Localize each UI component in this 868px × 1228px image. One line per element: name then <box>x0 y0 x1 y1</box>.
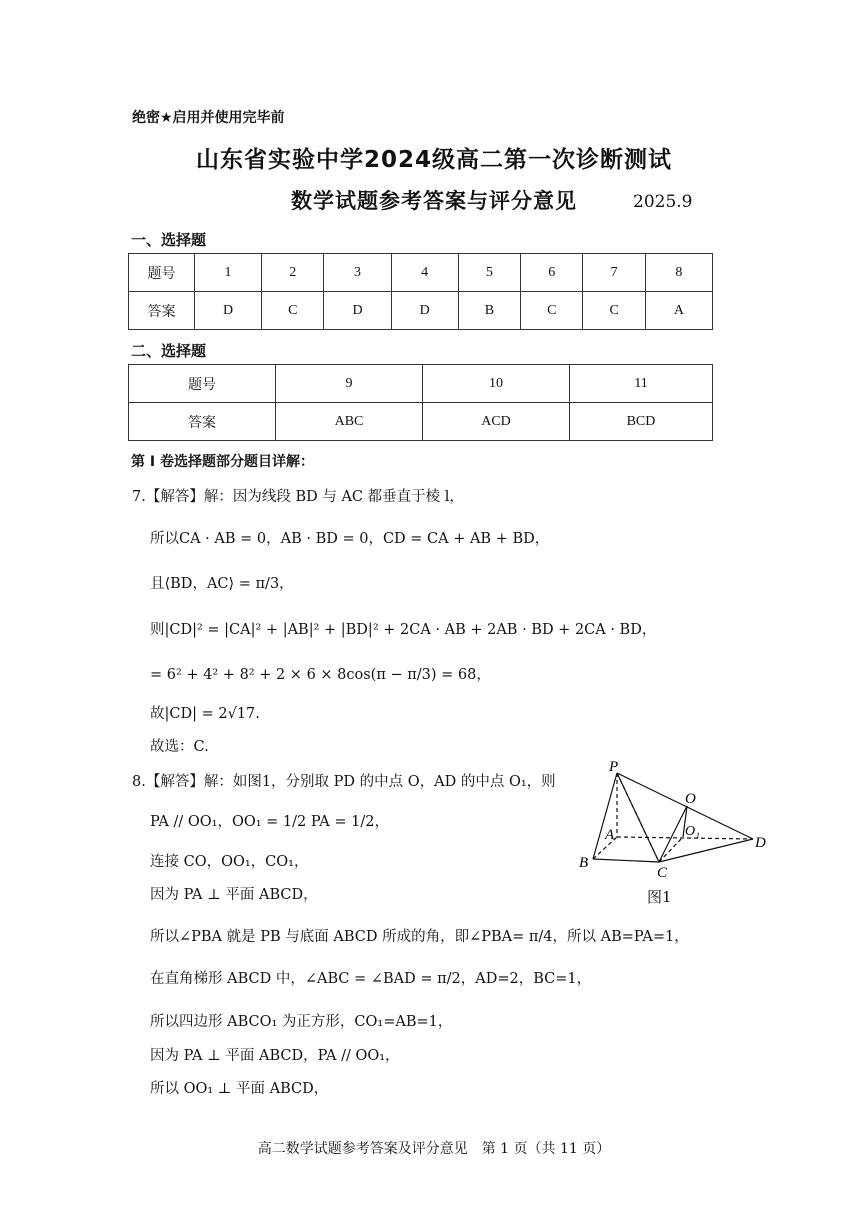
table-row <box>129 365 713 403</box>
point-label: A <box>605 827 615 843</box>
confidential-label: 绝密★启用并使用完毕前 <box>132 110 285 126</box>
detail-heading: 第 I 卷选择题部分题目详解： <box>131 454 314 470</box>
table-row <box>129 403 713 441</box>
point-label: B <box>579 855 589 871</box>
answer-cell: C <box>583 292 645 330</box>
q7-line-3: 且⟨BD，AC⟩ = π/3， <box>150 576 294 592</box>
q7-line-7: 故选：C. <box>150 739 209 755</box>
point-label: P <box>609 759 619 775</box>
answer-cell: ACD <box>423 403 570 441</box>
table-row <box>129 254 713 292</box>
row-head: 题号 <box>129 254 195 292</box>
answer-cell: C <box>262 292 324 330</box>
row-head: 答案 <box>129 292 195 330</box>
q7-line-2: 所以CA · AB = 0，AB · BD = 0，CD = CA + AB + BD， <box>150 531 550 547</box>
question-number: 9 <box>276 365 423 403</box>
row-head: 题号 <box>129 365 276 403</box>
q8-line-3: 连接 CO，OO₁，CO₁， <box>150 854 309 870</box>
question-number: 6 <box>521 254 583 292</box>
q7-line-5: = 6² + 4² + 8² + 2 × 6 × 8cos(π − π/3) = 68， <box>150 667 491 683</box>
point-label: D <box>755 835 766 851</box>
q8-line-4: 因为 PA ⊥ 平面 ABCD， <box>150 887 318 903</box>
q8-line-7: 所以四边形 ABCO₁ 为正方形，CO₁=AB=1， <box>150 1014 453 1030</box>
answer-cell: C <box>521 292 583 330</box>
point-label: C <box>657 865 668 881</box>
row-head: 答案 <box>129 403 276 441</box>
q8-line-1: 8.【解答】解：如图1，分别取 PD 的中点 O，AD 的中点 O₁，则 <box>132 774 556 790</box>
answer-table-1 <box>128 253 713 330</box>
answer-cell: ABC <box>276 403 423 441</box>
q7-line-1: 7.【解答】解：因为线段 BD 与 AC 都垂直于棱 l， <box>132 489 464 505</box>
answer-cell: D <box>324 292 391 330</box>
figure-caption: 图1 <box>647 888 672 906</box>
section1-label: 一、选择题 <box>131 231 207 249</box>
q8-line-2: PA // OO₁，OO₁ = 1/2 PA = 1/2， <box>150 814 389 830</box>
question-number: 1 <box>195 254 262 292</box>
q8-line-5: 所以∠PBA 就是 PB 与底面 ABCD 所成的角，即∠PBA= π/4，所以 AB=PA=1， <box>150 929 689 945</box>
question-number: 2 <box>262 254 324 292</box>
answer-cell: B <box>458 292 520 330</box>
answer-cell: BCD <box>570 403 713 441</box>
page-footer: 高二数学试题参考答案及评分意见 第 1 页（共 11 页） <box>257 1141 611 1157</box>
answer-cell: D <box>391 292 458 330</box>
question-number: 11 <box>570 365 713 403</box>
answer-cell: D <box>195 292 262 330</box>
question-number: 10 <box>423 365 570 403</box>
exam-title: 山东省实验中学2024级高二第一次诊断测试 <box>195 147 672 173</box>
question-number: 5 <box>458 254 520 292</box>
section2-label: 二、选择题 <box>131 342 207 360</box>
answer-cell: A <box>645 292 712 330</box>
question-number: 7 <box>583 254 645 292</box>
exam-subtitle: 数学试题参考答案与评分意见 <box>291 189 577 213</box>
q8-line-9: 所以 OO₁ ⊥ 平面 ABCD， <box>150 1081 329 1097</box>
q8-line-8: 因为 PA ⊥ 平面 ABCD，PA // OO₁， <box>150 1048 400 1064</box>
q7-line-4: 则|CD|² = |CA|² + |AB|² + |BD|² + 2CA · AB + 2AB · BD + 2CA · BD， <box>150 622 657 638</box>
question-number: 8 <box>645 254 712 292</box>
pyramid-figure <box>575 755 775 905</box>
point-label: O₁ <box>685 824 700 839</box>
q7-line-6: 故|CD| = 2√17. <box>150 706 260 722</box>
question-number: 3 <box>324 254 391 292</box>
point-label: O <box>685 791 696 807</box>
table-row <box>129 292 713 330</box>
exam-date: 2025.9 <box>633 192 693 212</box>
answer-table-2 <box>128 364 713 441</box>
q8-line-6: 在直角梯形 ABCD 中，∠ABC = ∠BAD = π/2，AD=2，BC=1， <box>150 971 592 987</box>
question-number: 4 <box>391 254 458 292</box>
